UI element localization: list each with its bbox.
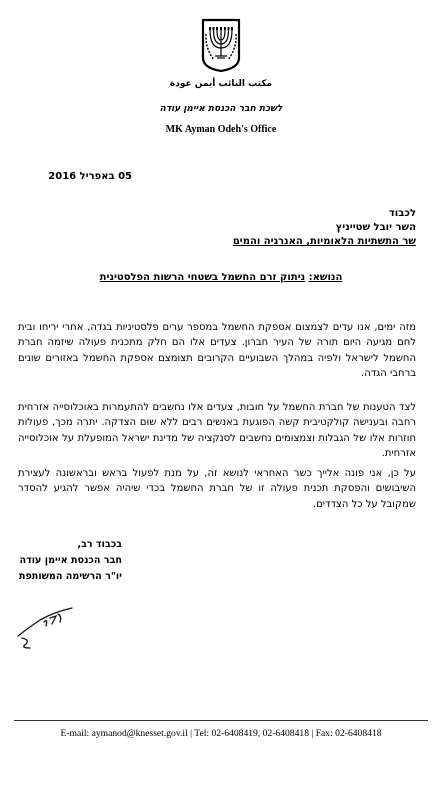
office-name-arabic: مكتب النائب أيمن عودة (169, 79, 273, 89)
body-paragraph-2: לצד הטענות של חברת החשמל על חובות, צעדים אלו נחשבים להתעמרות באוכלוסייה אזרחית רחבה ובענישה קולקטיבית קשה הפוגעת באנשים רבים ללא שום הצדקה. יתרה מכך, פעולות חוזרות אלו של הגבלות וצמצומים נחשבים לסנקציה של מדינת ישראל המופעלת על אוכלוסייה אזרחית. (18, 402, 416, 460)
office-name-hebrew: לשכת חבר הכנסת איימן עודה (159, 104, 283, 114)
recipient-greeting: לכבוד (388, 208, 416, 219)
state-emblem-menorah (200, 18, 242, 72)
subject-line (0, 272, 442, 283)
closing-sign-off: בכבוד רב, (77, 539, 122, 550)
footer-contact: E-mail: aymanod@knesset.gov.il | Tel: 02-6408419, 02-6408418 | Fax: 02-6408418 (60, 728, 382, 739)
body-paragraph-3: על כן, אני פונה אלייך כשר האחראי לנושא זה, על מנת לפעול בראש ובראשונה לעצירת השיבושים והפסקת תכנית פעולה זו של חברת החשמל בכדי שיהיה אפשר להגיע להסדר שמקובל על כל הצדדים. (18, 468, 416, 510)
handwritten-signature (14, 598, 86, 650)
subject-label: הנושא: (308, 272, 343, 283)
recipient-block (233, 207, 416, 249)
recipient-title: שר התשתיות הלאומיות, האנרגיה והמים (232, 236, 416, 247)
subject-text: ניתוק זרם החשמל בשטחי הרשות הפלסטינית (99, 272, 306, 283)
closing-block (19, 537, 122, 585)
body-paragraph-1: מזה ימים, אנו עדים לצמצום אספקת החשמל במספר ערים פלסטיניות בגדה, אחרי יריחו ובית לחם מגיעה היום תורה של העיר חברון. צעדים אלו הם חלק מתכנית פעולה שיזמה חברת החשמל לישראל ולפיה במהלך השבועיים הקרובים תצומצם אספקת החשמל באזורים שונים ברחבי הגדה. (18, 322, 416, 380)
footer-divider (14, 720, 428, 721)
closing-role: יו"ר הרשימה המשותפת (18, 571, 122, 582)
closing-name: חבר הכנסת איימן עודה (19, 555, 122, 566)
recipient-name: השר יובל שטייניץ (335, 222, 416, 233)
letter-date: 05 באפריל 2016 (48, 171, 132, 182)
office-name-english: MK Ayman Odeh's Office (165, 124, 277, 135)
